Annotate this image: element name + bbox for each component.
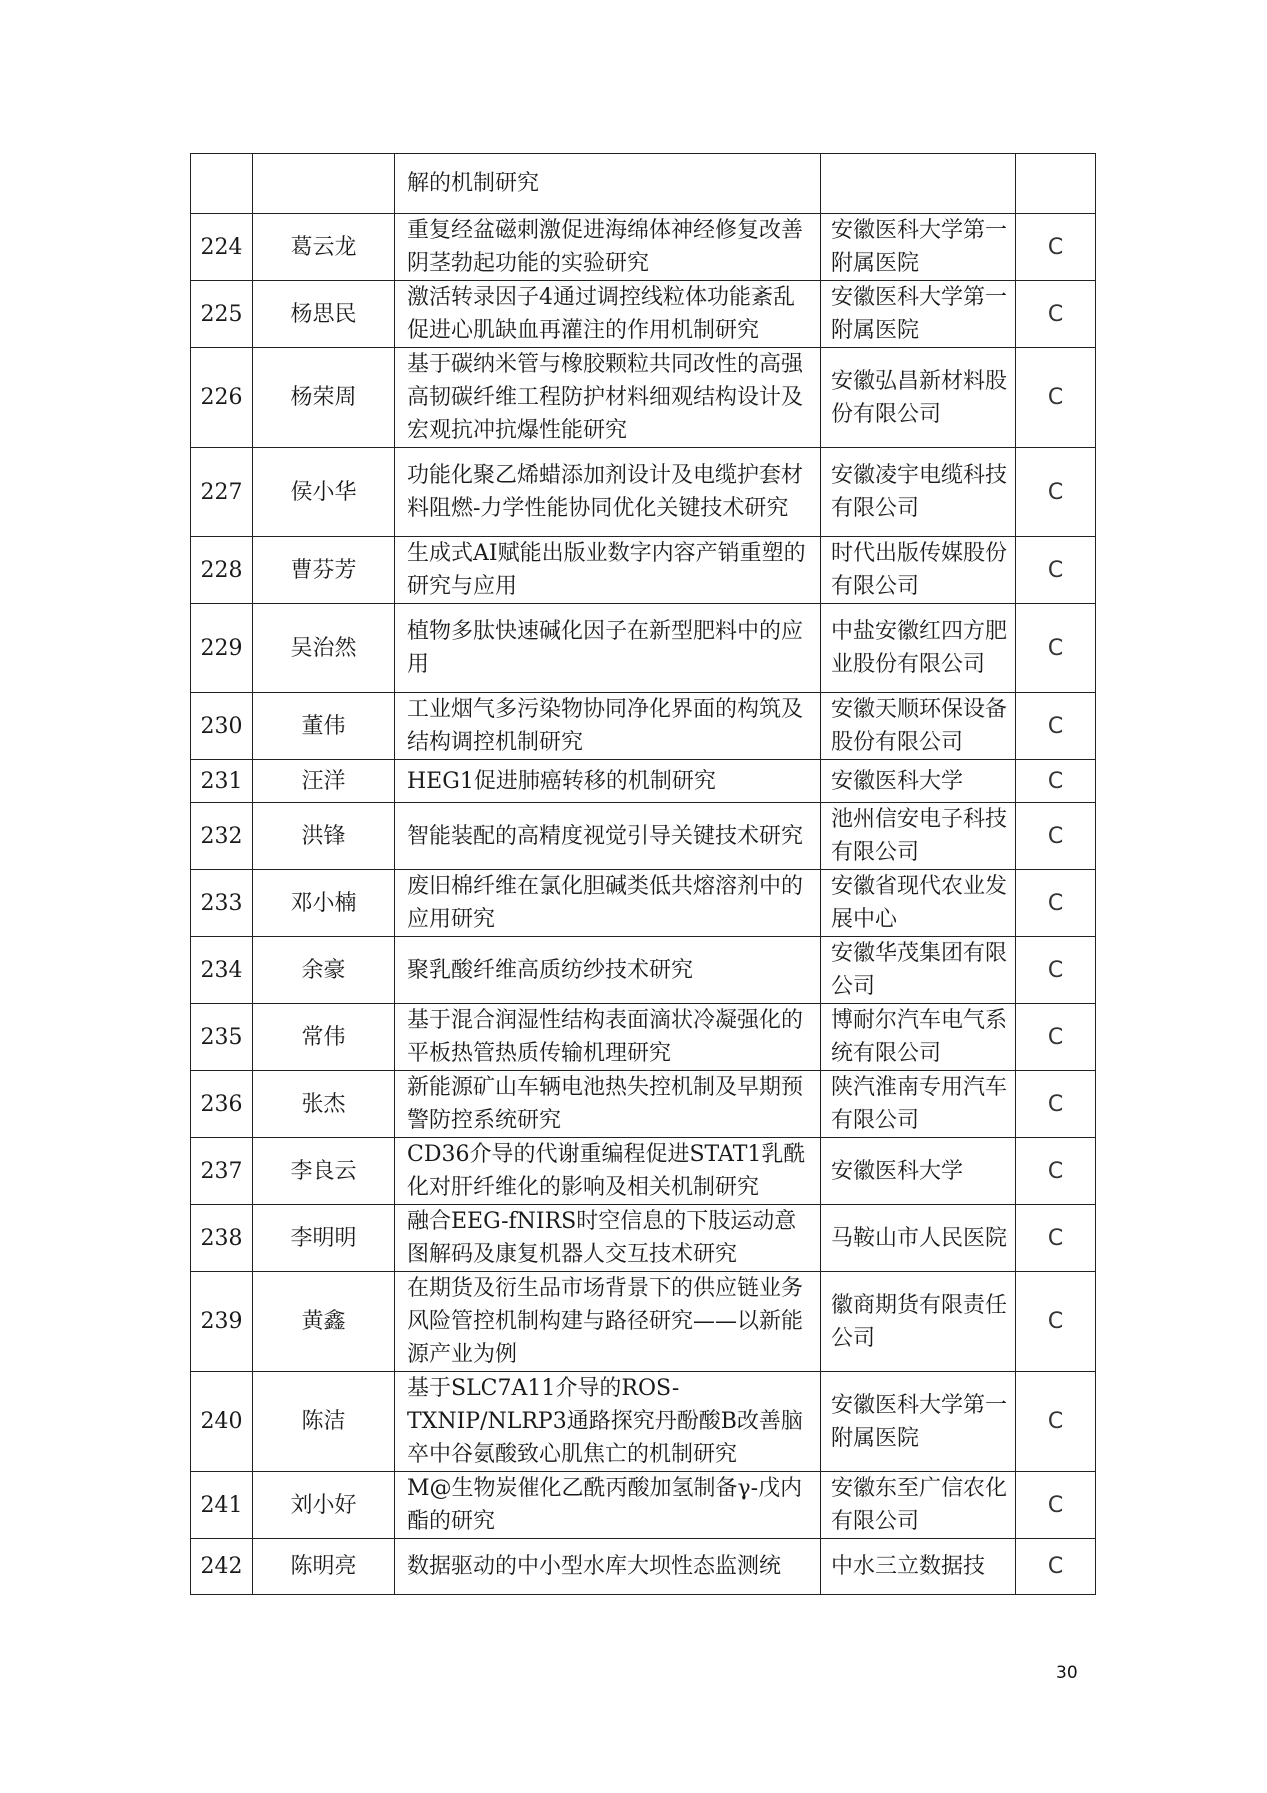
table-row <box>191 1472 1096 1539</box>
table-row <box>191 1138 1096 1205</box>
cell-name: 陈洁 <box>253 1372 395 1472</box>
cell-title: 基于混合润湿性结构表面滴状冷凝强化的平板热管热质传输机理研究 <box>395 1004 821 1071</box>
table-row <box>191 760 1096 803</box>
cell-org: 安徽华茂集团有限公司 <box>821 937 1016 1004</box>
table-row <box>191 537 1096 604</box>
cell-grade: C <box>1016 604 1096 693</box>
cell-org: 中盐安徽红四方肥业股份有限公司 <box>821 604 1016 693</box>
cell-org: 安徽东至广信农化有限公司 <box>821 1472 1016 1539</box>
cell-no: 242 <box>191 1539 253 1595</box>
cell-name: 汪洋 <box>253 760 395 803</box>
cell-grade: C <box>1016 870 1096 937</box>
cell-title: 在期货及衍生品市场背景下的供应链业务风险管控机制构建与路径研究——以新能源产业为例 <box>395 1272 821 1372</box>
cell-org: 池州信安电子科技有限公司 <box>821 803 1016 870</box>
cell-grade: C <box>1016 1205 1096 1272</box>
cell-name: 余豪 <box>253 937 395 1004</box>
cell-no <box>191 154 253 214</box>
cell-grade: C <box>1016 448 1096 537</box>
cell-org: 安徽医科大学第一附属医院 <box>821 281 1016 348</box>
cell-title: M@生物炭催化乙酰丙酸加氢制备γ-戊内酯的研究 <box>395 1472 821 1539</box>
cell-title: 功能化聚乙烯蜡添加剂设计及电缆护套材料阻燃-力学性能协同优化关键技术研究 <box>395 448 821 537</box>
cell-title: 重复经盆磁刺激促进海绵体神经修复改善阴茎勃起功能的实验研究 <box>395 214 821 281</box>
cell-grade: C <box>1016 1372 1096 1472</box>
cell-no: 226 <box>191 348 253 448</box>
table-row <box>191 1004 1096 1071</box>
cell-title: CD36介导的代谢重编程促进STAT1乳酰化对肝纤维化的影响及相关机制研究 <box>395 1138 821 1205</box>
cell-no: 224 <box>191 214 253 281</box>
cell-name: 黄鑫 <box>253 1272 395 1372</box>
cell-name: 常伟 <box>253 1004 395 1071</box>
cell-grade: C <box>1016 1004 1096 1071</box>
cell-name: 侯小华 <box>253 448 395 537</box>
cell-no: 238 <box>191 1205 253 1272</box>
cell-grade: C <box>1016 937 1096 1004</box>
cell-grade: C <box>1016 1472 1096 1539</box>
cell-grade: C <box>1016 1138 1096 1205</box>
cell-grade: C <box>1016 1539 1096 1595</box>
cell-grade: C <box>1016 803 1096 870</box>
cell-name: 陈明亮 <box>253 1539 395 1595</box>
cell-grade: C <box>1016 760 1096 803</box>
cell-org: 安徽医科大学第一附属医院 <box>821 214 1016 281</box>
cell-title: 生成式AI赋能出版业数字内容产销重塑的研究与应用 <box>395 537 821 604</box>
table-row <box>191 1539 1096 1595</box>
cell-no: 239 <box>191 1272 253 1372</box>
cell-title: 激活转录因子4通过调控线粒体功能紊乱促进心肌缺血再灌注的作用机制研究 <box>395 281 821 348</box>
cell-no: 241 <box>191 1472 253 1539</box>
cell-org: 马鞍山市人民医院 <box>821 1205 1016 1272</box>
table-row <box>191 448 1096 537</box>
cell-no: 237 <box>191 1138 253 1205</box>
cell-title: 工业烟气多污染物协同净化界面的构筑及结构调控机制研究 <box>395 693 821 760</box>
cell-no: 235 <box>191 1004 253 1071</box>
cell-no: 229 <box>191 604 253 693</box>
cell-grade: C <box>1016 1272 1096 1372</box>
cell-org: 中水三立数据技 <box>821 1539 1016 1595</box>
table-row <box>191 281 1096 348</box>
table-row <box>191 1071 1096 1138</box>
cell-name: 吴治然 <box>253 604 395 693</box>
cell-title: 废旧棉纤维在氯化胆碱类低共熔溶剂中的应用研究 <box>395 870 821 937</box>
cell-name: 葛云龙 <box>253 214 395 281</box>
cell-grade <box>1016 154 1096 214</box>
cell-name: 李良云 <box>253 1138 395 1205</box>
cell-no: 232 <box>191 803 253 870</box>
cell-no: 233 <box>191 870 253 937</box>
cell-name: 邓小楠 <box>253 870 395 937</box>
cell-title: 数据驱动的中小型水库大坝性态监测统 <box>395 1539 821 1595</box>
cell-name: 曹芬芳 <box>253 537 395 604</box>
cell-no: 225 <box>191 281 253 348</box>
table-row <box>191 348 1096 448</box>
cell-title: 融合EEG-fNIRS时空信息的下肢运动意图解码及康复机器人交互技术研究 <box>395 1205 821 1272</box>
cell-org: 安徽医科大学第一附属医院 <box>821 1372 1016 1472</box>
cell-no: 231 <box>191 760 253 803</box>
cell-title: 解的机制研究 <box>395 154 821 214</box>
cell-no: 234 <box>191 937 253 1004</box>
cell-title: 智能装配的高精度视觉引导关键技术研究 <box>395 803 821 870</box>
cell-title: 植物多肽快速碱化因子在新型肥料中的应用 <box>395 604 821 693</box>
table-row <box>191 1272 1096 1372</box>
cell-org: 博耐尔汽车电气系统有限公司 <box>821 1004 1016 1071</box>
cell-org: 安徽医科大学 <box>821 1138 1016 1205</box>
cell-grade: C <box>1016 214 1096 281</box>
cell-grade: C <box>1016 348 1096 448</box>
cell-name: 李明明 <box>253 1205 395 1272</box>
cell-no: 228 <box>191 537 253 604</box>
cell-title: 聚乳酸纤维高质纺纱技术研究 <box>395 937 821 1004</box>
cell-name: 洪锋 <box>253 803 395 870</box>
table-row <box>191 937 1096 1004</box>
cell-name: 张杰 <box>253 1071 395 1138</box>
cell-name: 刘小好 <box>253 1472 395 1539</box>
cell-no: 230 <box>191 693 253 760</box>
table-row <box>191 870 1096 937</box>
cell-org: 时代出版传媒股份有限公司 <box>821 537 1016 604</box>
cell-org <box>821 154 1016 214</box>
cell-org: 徽商期货有限责任公司 <box>821 1272 1016 1372</box>
table-row <box>191 214 1096 281</box>
cell-org: 安徽弘昌新材料股份有限公司 <box>821 348 1016 448</box>
cell-title: HEG1促进肺癌转移的机制研究 <box>395 760 821 803</box>
cell-org: 安徽省现代农业发展中心 <box>821 870 1016 937</box>
cell-title: 基于碳纳米管与橡胶颗粒共同改性的高强高韧碳纤维工程防护材料细观结构设计及宏观抗冲抗爆性能研究 <box>395 348 821 448</box>
cell-org: 安徽医科大学 <box>821 760 1016 803</box>
table-row <box>191 803 1096 870</box>
cell-title: 基于SLC7A11介导的ROS-TXNIP/NLRP3通路探究丹酚酸B改善脑卒中谷氨酸致心肌焦亡的机制研究 <box>395 1372 821 1472</box>
project-table <box>190 153 1096 1595</box>
table-row <box>191 154 1096 214</box>
cell-org: 安徽天顺环保设备股份有限公司 <box>821 693 1016 760</box>
page-number: 30 <box>1056 1663 1078 1683</box>
table-row <box>191 1372 1096 1472</box>
cell-grade: C <box>1016 693 1096 760</box>
cell-name: 杨思民 <box>253 281 395 348</box>
cell-name: 杨荣周 <box>253 348 395 448</box>
cell-name: 董伟 <box>253 693 395 760</box>
cell-no: 236 <box>191 1071 253 1138</box>
cell-org: 安徽凌宇电缆科技有限公司 <box>821 448 1016 537</box>
cell-grade: C <box>1016 1071 1096 1138</box>
table-body <box>191 154 1096 1595</box>
cell-grade: C <box>1016 537 1096 604</box>
table-row <box>191 693 1096 760</box>
cell-org: 陕汽淮南专用汽车有限公司 <box>821 1071 1016 1138</box>
cell-no: 227 <box>191 448 253 537</box>
table-row <box>191 604 1096 693</box>
cell-title: 新能源矿山车辆电池热失控机制及早期预警防控系统研究 <box>395 1071 821 1138</box>
table-row <box>191 1205 1096 1272</box>
cell-name <box>253 154 395 214</box>
cell-no: 240 <box>191 1372 253 1472</box>
cell-grade: C <box>1016 281 1096 348</box>
